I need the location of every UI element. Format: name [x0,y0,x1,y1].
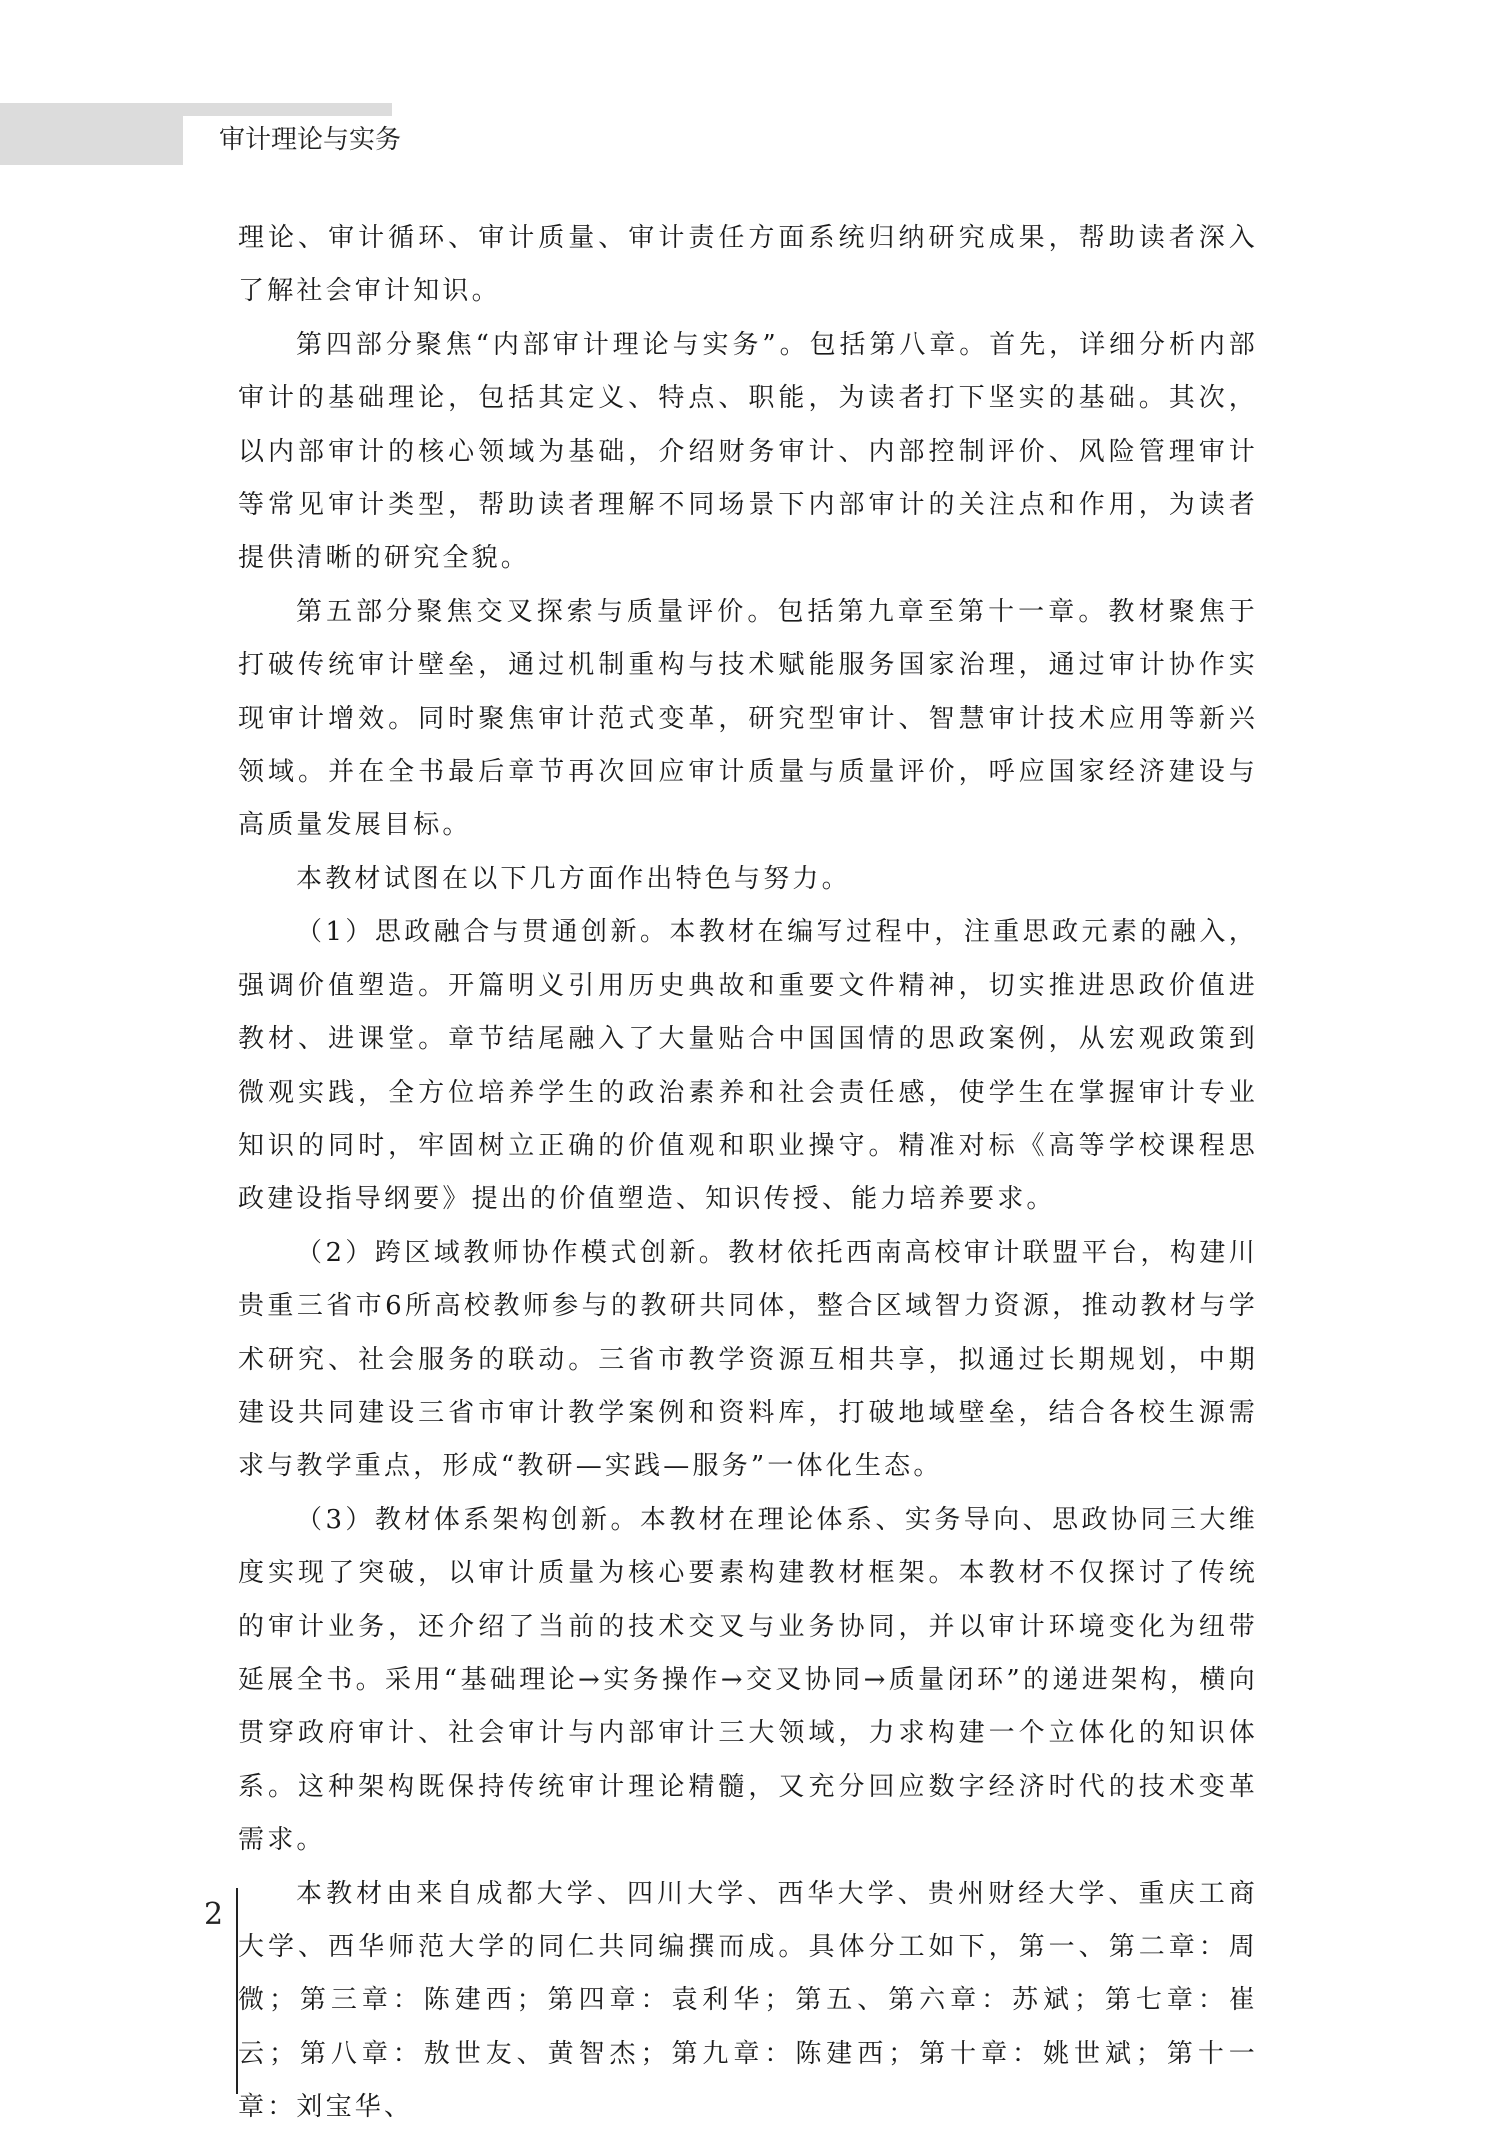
page-number: 2 [204,1897,224,1932]
body-text [238,212,1258,2135]
paragraph: 本教材由来自成都大学、四川大学、西华大学、贵州财经大学、重庆工商大学、西华师范大学的同仁共同编撰而成。具体分工如下，第一、第二章：周微；第三章：陈建西；第四章：袁利华；第五、第六章：苏斌；第七章：崔云；第八章：敖世友、黄智杰；第九章：陈建西；第十章：姚世斌；第十一章：刘宝华、 [238,1878,1258,2123]
running-header-title: 审计理论与实务 [219,125,402,155]
paragraph: 理论、审计循环、审计质量、审计责任方面系统归纳研究成果，帮助读者深入了解社会审计知识。 [238,223,1258,307]
margin-rule [236,1888,238,2094]
paragraph: 本教材试图在以下几方面作出特色与努力。 [296,863,851,894]
paragraph: 第四部分聚焦“内部审计理论与实务”。包括第八章。首先，详细分析内部审计的基础理论，包括其定义、特点、职能，为读者打下坚实的基础。其次，以内部审计的核心领域为基础，介绍财务审计、内部控制评价、风险管理审计等常见审计类型，帮助读者理解不同场景下内部审计的关注点和作用，为读者提供清晰的研究全貌。 [238,329,1258,574]
paragraph: 第五部分聚焦交叉探索与质量评价。包括第九章至第十一章。教材聚焦于打破传统审计壁垒，通过机制重构与技术赋能服务国家治理，通过审计协作实现审计增效。同时聚焦审计范式变革，研究型审计、智慧审计技术应用等新兴领域。并在全书最后章节再次回应审计质量与质量评价，呼应国家经济建设与高质量发展目标。 [238,596,1258,841]
paragraph: （1）思政融合与贯通创新。本教材在编写过程中，注重思政元素的融入，强调价值塑造。开篇明义引用历史典故和重要文件精神，切实推进思政价值进教材、进课堂。章节结尾融入了大量贴合中国国情的思政案例，从宏观政策到微观实践，全方位培养学生的政治素养和社会责任感，使学生在掌握审计专业知识的同时，牢固树立正确的价值观和职业操守。精准对标《高等学校课程思政建设指导纲要》提出的价值塑造、知识传授、能力培养要求。 [238,917,1258,1215]
paragraph: （2）跨区域教师协作模式创新。教材依托西南高校审计联盟平台，构建川贵重三省市6所高校教师参与的教研共同体，整合区域智力资源，推动教材与学术研究、社会服务的联动。三省市教学资源互相共享，拟通过长期规划，中期建设共同建设三省市审计教学案例和资料库，打破地域壁垒，结合各校生源需求与教学重点，形成“教研—实践—服务”一体化生态。 [238,1237,1258,1482]
paragraph: （3）教材体系架构创新。本教材在理论体系、实务导向、思政协同三大维度实现了突破，以审计质量为核心要素构建教材框架。本教材不仅探讨了传统的审计业务，还介绍了当前的技术交叉与业务协同，并以审计环境变化为纽带延展全书。采用“基础理论→实务操作→交叉协同→质量闭环”的递进架构，横向贯穿政府审计、社会审计与内部审计三大领域，力求构建一个立体化的知识体系。这种架构既保持传统审计理论精髓，又充分回应数字经济时代的技术变革需求。 [238,1504,1258,1856]
